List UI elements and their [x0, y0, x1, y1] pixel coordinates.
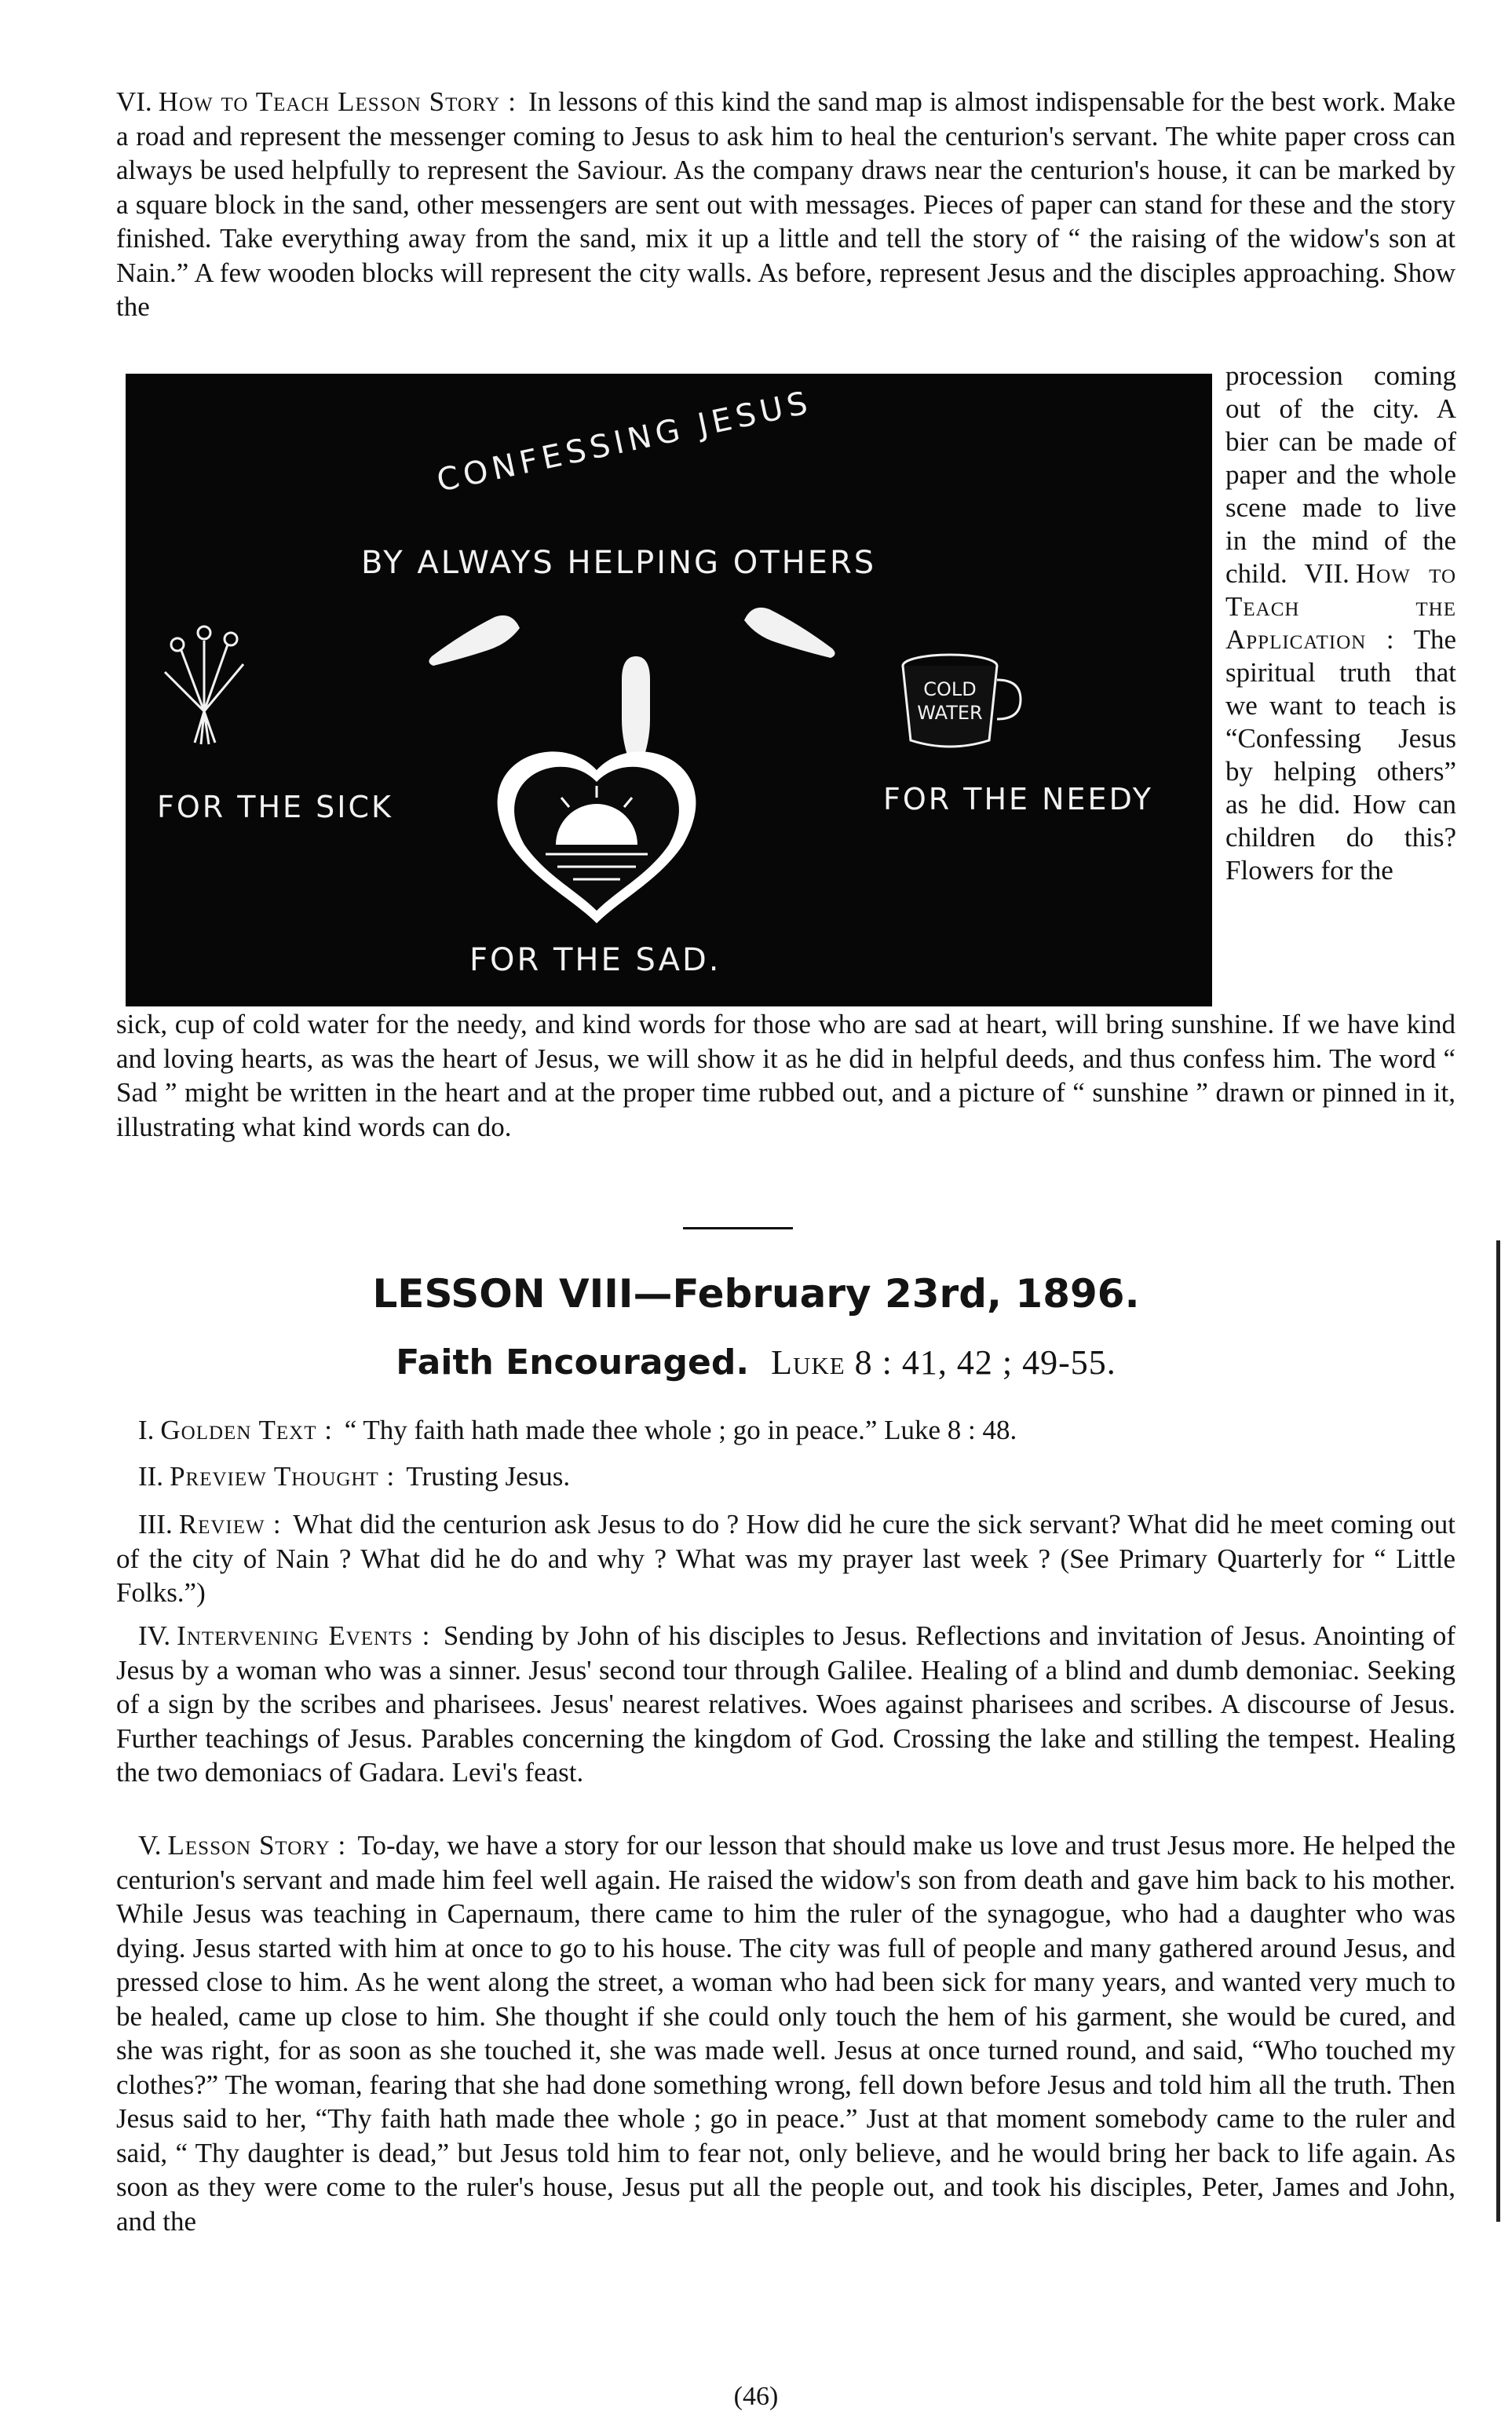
section-v-text: To-day, we have a story for our lesson that should make us love and trust Jesus more. He helped the centurion's servant and made him feel well again. He raised the widow's son from death and gave him back to his mother. While Jesus was teaching in Capernaum, there came to him the ruler of the synagogue, who had a daughter who was dying. Jesus started with him at once to go to his house. The city was full of people and many gathered around Jesus, and pressed close to him. As he went along the street, a woman who had been sick for many years, and wanted very much to be healed, came up close to him. She thought if she could only touch the hem of his garment, she would be cured, and she was right, for as soon as she touched it, she was made well. Jesus at once turned round, and said, “Who touched my clothes?” The woman, fearing that she had done something wrong, fell down before Jesus and told him all the truth. Then Jesus said to her, “Thy faith hath made thee whole ; go in peace.” Just at that moment somebody came to the ruler and said, “ Thy daughter is dead,” but Jesus told him to fear not, only believe, and he would bring her back to life again. As soon as they were come to the ruler's house, Jesus put all the people out, and took his disciples, Peter, James and John, and the [116, 1830, 1455, 2237]
section-vii-label: How to Teach the Application : [1225, 558, 1456, 655]
section-v-roman: V. [138, 1830, 162, 1861]
section-iii-label: Review : [178, 1509, 282, 1540]
lesson-title: Faith Encouraged. [396, 1342, 750, 1383]
section-vii-text-after: sick, cup of cold water for the needy, and kind words for those who are sad at heart, will bring sunshine. If we have kind and loving hearts, as was the heart of Jesus, we will show it as he did in helpful deeds, and thus confess him. The word “ Sad ” might be written in the heart and at the proper time rubbed out, and a picture of “ sunshine ” drawn or pinned in it, illustrating what kind words can do. [116, 1009, 1455, 1142]
section-divider [683, 1227, 793, 1229]
section-ii-preview-thought [138, 1459, 1457, 1494]
section-vi-label: How to Teach Lesson Story : [158, 86, 517, 117]
section-vi-text: In lessons of this kind the sand map is almost indispensable for the best work. Make a road and represent the messenger coming to Jesus to ask him to heal the centurion's servant. The white paper cross can always be used helpfully to represent the Saviour. As the company draws near the centurion's house, it can be marked by a square block in the sand, other messengers are sent out with messages. Pieces of paper can stand for these and the story finished. Take everything away from the sand, mix it up a little and tell the story of “ the raising of the widow's son at Nain.” A few wooden blocks will represent the city walls. As before, represent Jesus and the disciples approaching. Show the [116, 86, 1455, 322]
cup-label-cold: COLD [923, 678, 977, 700]
figure-label-sad: FOR THE SAD. [469, 942, 721, 978]
cold-water-cup-icon [903, 655, 1021, 747]
section-iii-text: What did the centurion ask Jesus to do ? How did he cure the sick servant? What did he meet coming out of the city of Nain ? What did he do and why ? What was my prayer last week ? (See Primary Quarterly for “ Little Folks.”) [116, 1509, 1455, 1608]
section-i-golden-text [138, 1413, 1457, 1448]
section-vii-text-wrap: The spiritual truth that we want to teach is “Confessing Jesus by helping others” as he did. How can children do this? Flowers for the [1225, 624, 1456, 886]
section-v-label: Lesson Story : [167, 1830, 347, 1861]
figure-title: CONFESSING JESUS [433, 384, 816, 499]
cup-label-water: WATER [917, 702, 983, 724]
section-iv-intervening-events [116, 1619, 1455, 1790]
lesson-heading: LESSON VIII—February 23rd, 1896. [372, 1271, 1140, 1317]
section-vi-paragraph [116, 85, 1455, 324]
section-ii-roman: II. [138, 1461, 164, 1492]
section-i-label: Golden Text : [160, 1415, 333, 1445]
section-i-text: “ Thy faith hath made thee whole ; go in peace.” Luke 8 : 48. [344, 1415, 1017, 1445]
section-vii-roman: VII. [1304, 558, 1349, 589]
section-iii-review [116, 1507, 1455, 1610]
margin-rule [1496, 1240, 1500, 2222]
figure-label-sick: FOR THE SICK [157, 790, 393, 824]
heart-sunshine-icon [498, 751, 696, 923]
section-vi-roman: VI. [116, 86, 152, 117]
section-vii-wrapped-text [1225, 360, 1456, 887]
figure-label-needy: FOR THE NEEDY [883, 782, 1153, 816]
section-iv-text: Sending by John of his disciples to Jesus. Reflections and invitation of Jesus. Anointing of Jesus by a woman who was a sinner. Jesus' second tour through Galilee. Healing of a blind and dumb demoniac. Seeking of a sign by the scribes and pharisees. Jesus' nearest relatives. Woes against pharisees and scribes. A discourse of Jesus. Further teachings of Jesus. Parables concerning the kingdom of God. Crossing the lake and stilling the tempest. Healing the two demoniacs of Gadara. Levi's feast. [116, 1620, 1455, 1788]
right-pointing-hand-icon [744, 608, 835, 658]
section-ii-label: Preview Thought : [170, 1461, 396, 1492]
figure-subtitle: BY ALWAYS HELPING OTHERS [361, 545, 877, 581]
lesson-subheading [0, 1341, 1512, 1385]
figure-illustration [126, 374, 1212, 1006]
wrap-text-intro: procession coming out of the city. A bier can be made of paper and the whole scene made to live in the mind of the child. [1225, 360, 1456, 589]
page-number: (46) [733, 2382, 779, 2411]
left-pointing-hand-icon [429, 615, 520, 666]
section-ii-text: Trusting Jesus. [406, 1461, 571, 1492]
section-i-roman: I. [138, 1415, 155, 1445]
section-vii-continued [116, 1007, 1455, 1144]
flowers-icon [165, 626, 243, 744]
section-iv-label: Intervening Events : [177, 1620, 431, 1651]
section-iii-roman: III. [138, 1509, 173, 1540]
section-v-lesson-story [116, 1828, 1455, 2238]
confessing-jesus-figure [126, 374, 1212, 1006]
lesson-reference: Luke 8 : 41, 42 ; 49-55. [771, 1343, 1116, 1382]
section-iv-roman: IV. [138, 1620, 171, 1651]
